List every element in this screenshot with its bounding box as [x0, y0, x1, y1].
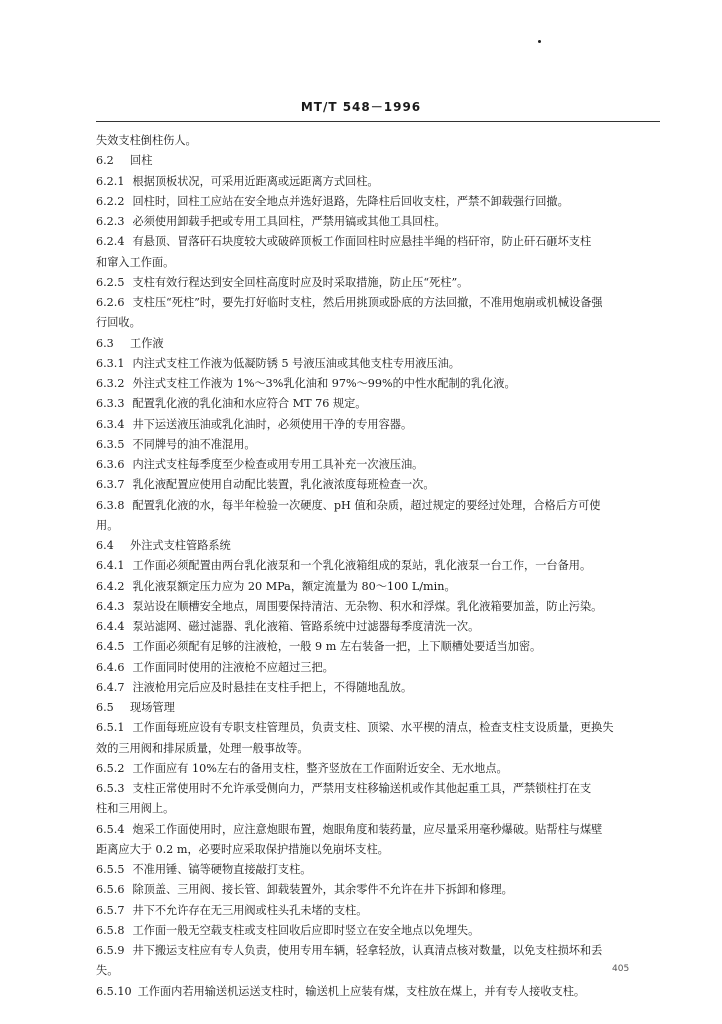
clause-number: 6.3.2	[96, 377, 125, 390]
clause-line	[96, 556, 660, 576]
document-body	[96, 131, 660, 1002]
continuation-line	[96, 131, 660, 151]
clause-number: 6.5.9	[96, 944, 125, 957]
clause-number: 6.5.3	[96, 782, 125, 795]
clause-text: 配置乳化液的乳化油和水应符合 MT 76 规定。	[132, 397, 367, 411]
clause-text: 乳化液配置应使用自动配比装置，乳化液浓度每班检查一次。	[132, 478, 435, 492]
clause-text: 必须使用卸载手把或专用工具回柱，严禁用镐或其他工具回柱。	[132, 215, 446, 228]
clause-line	[96, 536, 660, 556]
clause-line	[96, 637, 660, 657]
clause-line	[96, 941, 660, 961]
clause-text: 炮采工作面使用时，应注意炮眼布置，炮眼角度和装药量，应尽量采用毫秒爆破。贴帮柱与煤壁	[132, 822, 603, 836]
clause-number: 6.3	[96, 336, 114, 350]
clause-number: 6.5.7	[96, 903, 125, 917]
clause-text: 效的三用阀和排尿质量，处理一般事故等。	[96, 741, 309, 755]
clause-text: 工作面每班应设有专职支柱管理员，负责支柱、顶梁、水平楔的清点，检查支柱支设质量，更换失	[132, 721, 614, 735]
clause-line	[96, 354, 660, 374]
clause-text: 井下运送液压油或乳化油时，必须使用干净的专用容器。	[132, 417, 413, 431]
clause-number: 6.3.8	[96, 498, 125, 512]
clause-text: 和窜入工作面。	[96, 255, 175, 269]
clause-text: 支柱正常使用时不允许承受侧向力，严禁用支柱移输送机或作其他起重工具，严禁锁柱打在支	[132, 782, 592, 795]
clause-line	[96, 435, 660, 455]
clause-line	[96, 597, 660, 617]
clause-text: 距离应大于 0.2 m，必要时应采取保护措施以免崩坏支柱。	[96, 842, 389, 856]
clause-line	[96, 921, 660, 941]
clause-text: 工作面应有 10%左右的备用支柱，整齐竖放在工作面附近安全、无水地点。	[132, 761, 508, 775]
clause-text: 乳化液泵额定压力应为 20 MPa，额定流量为 80～100 L/min。	[132, 579, 456, 593]
clause-line	[96, 273, 660, 293]
clause-line	[96, 982, 660, 1002]
clause-number: 6.5.1	[96, 721, 125, 735]
clause-number: 6.5.6	[96, 883, 125, 897]
clause-line	[96, 455, 660, 475]
clause-line	[96, 820, 660, 840]
clause-number: 6.4.2	[96, 579, 125, 593]
clause-number: 6.2.4	[96, 235, 125, 249]
clause-text: 井下不允许存在无三用阀或柱头孔未堵的支柱。	[132, 903, 368, 917]
clause-line	[96, 577, 660, 597]
clause-line	[96, 496, 660, 516]
clause-number: 6.5.2	[96, 761, 125, 775]
clause-number: 6.3.7	[96, 478, 125, 492]
clause-text: 工作面同时使用的注液枪不应超过三把。	[132, 660, 334, 674]
clause-line	[96, 718, 660, 738]
clause-number: 6.5.4	[96, 822, 125, 836]
clause-line	[96, 901, 660, 921]
continuation-line	[96, 799, 660, 819]
clause-text: 工作面必须配置由两台乳化液泵和一个乳化液箱组成的泵站，乳化液泵一台工作，一台备用。	[132, 559, 592, 573]
clause-number: 6.2.3	[96, 215, 125, 228]
clause-number: 6.2.5	[96, 275, 125, 289]
clause-text: 柱和三用阀上。	[96, 802, 175, 816]
clause-number: 6.3.5	[96, 437, 125, 451]
continuation-line	[96, 313, 660, 333]
clause-text: 工作面一般无空载支柱或支柱回收后应即时竖立在安全地点以免埋失。	[132, 923, 480, 937]
clause-line	[96, 334, 660, 354]
clause-text: 用。	[96, 518, 119, 532]
clause-line	[96, 151, 660, 171]
clause-number: 6.5.10	[96, 984, 132, 998]
clause-text: 有悬顶、冒落矸石块度较大或破碎顶板工作面回柱时应悬挂半绳的档矸帘，防止矸石砸坏支柱	[132, 235, 592, 249]
clause-line	[96, 293, 660, 313]
scan-speck	[538, 40, 541, 43]
clause-text: 工作面内若用输送机运送支柱时，输送机上应装有煤，支柱放在煤上，并有专人接收支柱。	[137, 984, 586, 998]
header-rule	[96, 121, 660, 122]
clause-text: 工作液	[130, 336, 164, 350]
clause-text: 现场管理	[130, 701, 175, 714]
page-number: 405	[612, 964, 630, 974]
continuation-line	[96, 840, 660, 860]
clause-line	[96, 192, 660, 212]
clause-text: 失。	[96, 964, 119, 978]
clause-number: 6.2	[96, 154, 114, 168]
clause-line	[96, 658, 660, 678]
clause-text: 内注式支柱每季度至少检查或用专用工具补充一次液压油。	[132, 458, 424, 471]
clause-text: 泵站设在顺槽安全地点，周围要保持清洁、无杂物、积水和浮煤。乳化液箱要加盖，防止污染。	[132, 599, 603, 613]
clause-line	[96, 374, 660, 394]
clause-number: 6.5	[96, 701, 114, 714]
clause-text: 回柱时，回柱工应站在安全地点并选好退路，先降柱后回收支柱，严禁不卸载强行回撤。	[132, 194, 569, 208]
clause-text: 支柱有效行程达到安全回柱高度时应及时采取措施，防止压“死柱”。	[132, 275, 469, 289]
clause-number: 6.3.3	[96, 397, 125, 411]
clause-number: 6.3.6	[96, 458, 125, 471]
clause-text: 除顶盖、三用阀、接长管、卸载装置外，其余零件不允许在井下拆卸和修理。	[132, 883, 513, 897]
clause-number: 6.4.1	[96, 559, 125, 573]
clause-number: 6.4.5	[96, 640, 125, 654]
clause-line	[96, 212, 660, 232]
continuation-line	[96, 253, 660, 273]
clause-text: 根据顶板状况，可采用近距离或远距离方式回柱。	[132, 174, 379, 188]
clause-text: 失效支柱倒柱伤人。	[96, 134, 197, 147]
clause-text: 外注式支柱管路系统	[130, 539, 231, 552]
page-header: MT/T 548－1996	[300, 100, 422, 114]
clause-number: 6.4.6	[96, 660, 125, 674]
clause-line	[96, 415, 660, 435]
clause-text: 井下搬运支柱应有专人负责，使用专用车辆，轻拿轻放，认真清点核对数量，以免支柱损坏和丢	[132, 944, 603, 957]
clause-line	[96, 698, 660, 718]
clause-number: 6.4	[96, 539, 114, 552]
clause-text: 不准用锤、镐等硬物直接敲打支柱。	[132, 863, 312, 876]
clause-text: 工作面必须配有足够的注液枪，一般 9 m 左右装备一把，上下顺槽处要适当加密。	[132, 640, 542, 654]
continuation-line	[96, 961, 660, 981]
clause-line	[96, 880, 660, 900]
clause-text: 支柱压“死柱”时，要先打好临时支柱，然后用挑顶或卧底的方法回撤，不准用炮崩或机械设备强	[132, 296, 603, 309]
clause-line	[96, 475, 660, 495]
clause-text: 配置乳化液的水，每半年检验一次硬度、pH 值和杂质，超过规定的要经过处理，合格后方可使	[132, 498, 601, 512]
continuation-line	[96, 739, 660, 759]
clause-line	[96, 678, 660, 698]
clause-number: 6.5.5	[96, 863, 125, 876]
clause-text: 泵站滤网、磁过滤器、乳化液箱、管路系统中过滤器每季度清洗一次。	[132, 620, 480, 633]
clause-line	[96, 779, 660, 799]
clause-number: 6.5.8	[96, 923, 125, 937]
clause-number: 6.2.1	[96, 174, 125, 188]
clause-text: 不同牌号的油不准混用。	[132, 437, 256, 451]
clause-line	[96, 394, 660, 414]
clause-text: 行回收。	[96, 316, 141, 330]
clause-line	[96, 759, 660, 779]
clause-number: 6.2.2	[96, 194, 125, 208]
clause-line	[96, 172, 660, 192]
clause-text: 外注式支柱工作液为 1%～3%乳化油和 97%～99%的中性水配制的乳化液。	[132, 377, 516, 390]
clause-text: 内注式支柱工作液为低凝防锈 5 号液压油或其他支柱专用液压油。	[132, 356, 460, 370]
clause-text: 注液枪用完后应及时悬挂在支柱手把上，不得随地乱放。	[132, 680, 413, 694]
clause-line	[96, 860, 660, 880]
clause-number: 6.2.6	[96, 296, 125, 309]
clause-number: 6.4.4	[96, 620, 125, 633]
clause-line	[96, 232, 660, 252]
clause-number: 6.4.7	[96, 680, 125, 694]
clause-number: 6.4.3	[96, 599, 125, 613]
clause-line	[96, 617, 660, 637]
continuation-line	[96, 516, 660, 536]
clause-number: 6.3.4	[96, 417, 125, 431]
clause-number: 6.3.1	[96, 356, 125, 370]
clause-text: 回柱	[130, 154, 153, 168]
